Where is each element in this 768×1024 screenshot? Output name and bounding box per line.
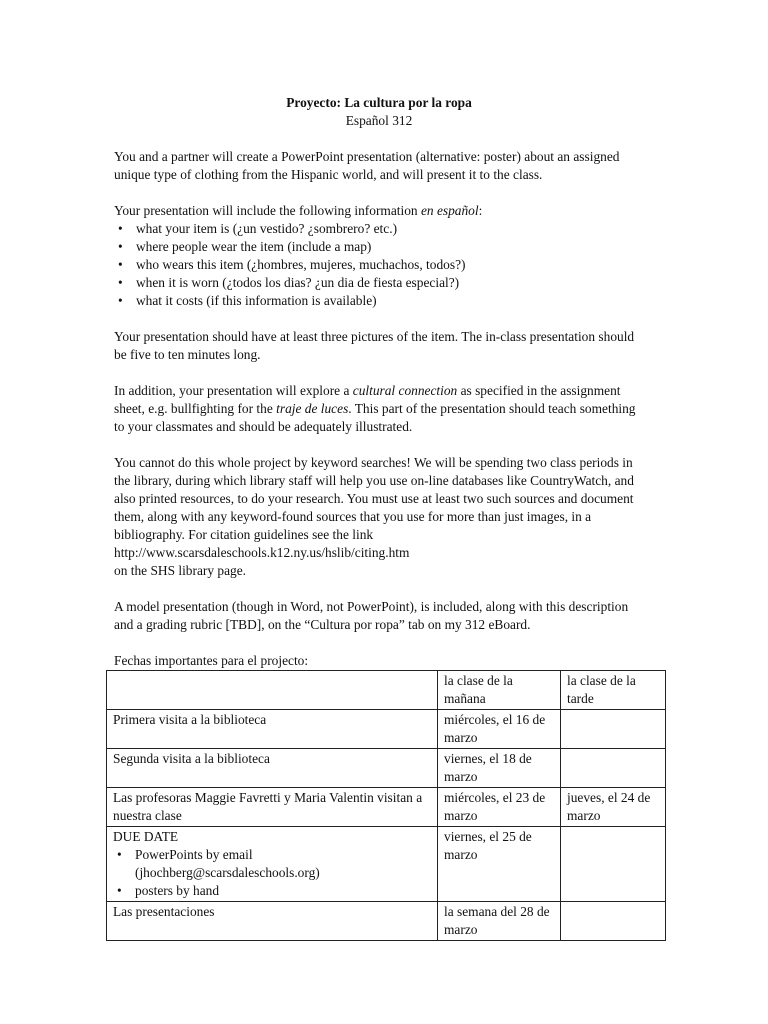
info-lead-colon: :	[478, 203, 483, 218]
table-header-row	[107, 671, 666, 710]
document-title: Proyecto: La cultura por la ropa	[286, 95, 472, 110]
afternoon-date-cell: jueves, el 24 de marzo	[561, 788, 666, 827]
info-list-item: • what it costs (if this information is available)	[114, 292, 644, 310]
pictures-paragraph: Your presentation should have at least three pictures of the item. The in-class presentation should be five to ten minutes long.	[114, 329, 635, 362]
traje-de-luces-term: traje de luces	[276, 401, 349, 416]
cultural-paragraph	[114, 382, 644, 436]
info-lead	[114, 202, 644, 220]
cultural-text-3: . This part of the presentation should teach something to your classmates and should be adequately illustrated.	[114, 401, 636, 434]
library-page-note: on the SHS library page.	[114, 563, 247, 578]
cultural-text-2: as specified in the assignment sheet, e.g. bullfighting for the	[114, 383, 621, 416]
cultural-connection-term: cultural connection	[352, 383, 458, 398]
morning-date-cell: viernes, el 18 de marzo	[438, 749, 561, 788]
due-date-item: • PowerPoints by email (jhochberg@scarsdaleschools.org)	[113, 846, 432, 882]
model-paragraph: A model presentation (though in Word, not PowerPoint), is included, along with this description and a grading rubric [TBD], on the “Cultura por ropa” tab on my 312 eBoard.	[114, 599, 629, 632]
citation-link[interactable]: http://www.scarsdaleschools.k12.ny.us/hslib/citing.htm	[114, 545, 410, 560]
afternoon-date-cell	[561, 710, 666, 749]
event-cell: Las presentaciones	[107, 902, 438, 941]
due-date-row	[107, 827, 666, 902]
intro-paragraph: You and a partner will create a PowerPoint presentation (alternative: poster) about an assigned unique type of clothing from the Hispanic world, and will present it to the class.	[114, 149, 620, 182]
table-row	[107, 710, 666, 749]
course-name: Español 312	[345, 113, 413, 128]
event-cell: Primera visita a la biblioteca	[107, 710, 438, 749]
table-row	[107, 749, 666, 788]
afternoon-class-header: la clase de la tarde	[561, 671, 666, 710]
info-list	[114, 220, 644, 310]
table-row	[107, 902, 666, 941]
dates-caption: Fechas importantes para el projecto:	[114, 653, 309, 668]
info-lead-text: Your presentation will include the following information	[114, 203, 421, 218]
info-lead-italic: en español	[420, 203, 479, 218]
afternoon-date-cell	[561, 749, 666, 788]
cultural-text-1: In addition, your presentation will explore a	[114, 383, 353, 398]
table-cell	[107, 671, 438, 710]
morning-date-cell: la semana del 28 de marzo	[438, 902, 561, 941]
table-row	[107, 788, 666, 827]
assignment-document	[114, 94, 644, 670]
info-list-item: • when it is worn (¿todos los dias? ¿un dia de fiesta especial?)	[114, 274, 644, 292]
event-cell: Segunda visita a la biblioteca	[107, 749, 438, 788]
morning-date-cell: miércoles, el 16 de marzo	[438, 710, 561, 749]
info-list-item: • what your item is (¿un vestido? ¿sombrero? etc.)	[114, 220, 644, 238]
morning-date-cell: viernes, el 25 de marzo	[438, 827, 561, 902]
due-date-label: DUE DATE	[113, 829, 179, 844]
info-list-item: • who wears this item (¿hombres, mujeres, muchachos, todos?)	[114, 256, 644, 274]
important-dates-table	[106, 670, 666, 941]
morning-date-cell: miércoles, el 23 de marzo	[438, 788, 561, 827]
research-paragraph: You cannot do this whole project by keyword searches! We will be spending two class periods in the library, during which library staff will help you use on-line databases like CountryWatch, and also printed resources, to do your research. You must use at least two such sources and document them, along with any keyword-found sources that you use for more than just images, in a bibliography. For citation guidelines see the link	[114, 455, 634, 542]
event-cell	[107, 827, 438, 902]
event-cell: Las profesoras Maggie Favretti y Maria Valentin visitan a nuestra clase	[107, 788, 438, 827]
afternoon-date-cell	[561, 827, 666, 902]
info-list-item: • where people wear the item (include a map)	[114, 238, 644, 256]
due-date-item: • posters by hand	[113, 882, 432, 900]
afternoon-date-cell	[561, 902, 666, 941]
morning-class-header: la clase de la mañana	[438, 671, 561, 710]
due-date-list	[113, 846, 432, 900]
